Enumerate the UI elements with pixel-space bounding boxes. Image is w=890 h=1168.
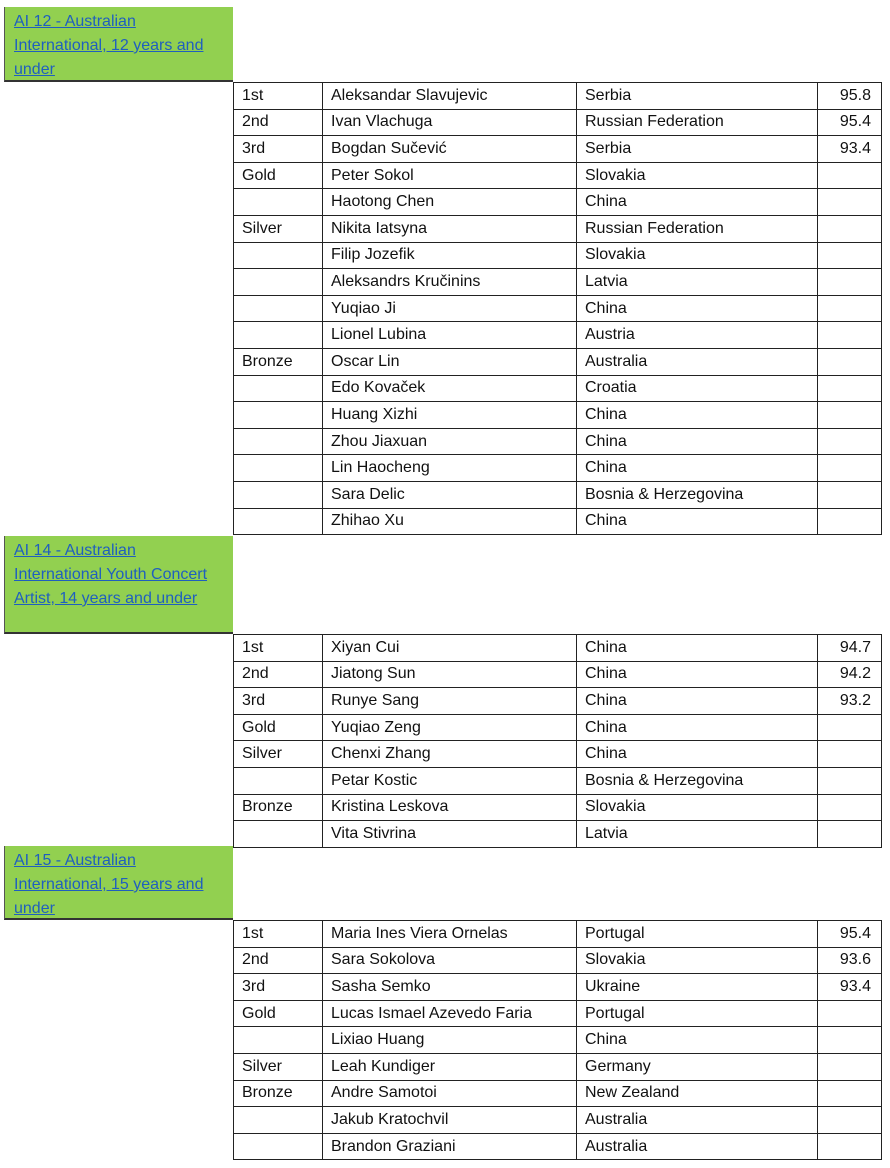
name-cell: Sara Delic [323, 481, 577, 508]
place-cell [234, 821, 323, 848]
country-cell: Latvia [577, 269, 818, 296]
table-row [234, 428, 882, 455]
score-cell: 93.4 [818, 136, 882, 163]
place-cell: Silver [234, 215, 323, 242]
place-cell: Gold [234, 1000, 323, 1027]
name-cell: Yuqiao Zeng [323, 714, 577, 741]
country-cell: China [577, 189, 818, 216]
country-cell: Slovakia [577, 162, 818, 189]
country-cell: Croatia [577, 375, 818, 402]
name-cell: Leah Kundiger [323, 1053, 577, 1080]
score-cell [818, 189, 882, 216]
name-cell: Vita Stivrina [323, 821, 577, 848]
name-cell: Haotong Chen [323, 189, 577, 216]
country-cell: Austria [577, 322, 818, 349]
results-table-ai15 [233, 920, 882, 1160]
country-cell: Australia [577, 1133, 818, 1160]
score-cell: 95.4 [818, 921, 882, 948]
score-cell [818, 1027, 882, 1054]
score-cell [818, 1000, 882, 1027]
place-cell: 1st [234, 635, 323, 662]
score-cell [818, 348, 882, 375]
score-cell [818, 741, 882, 768]
place-cell: Gold [234, 162, 323, 189]
table-row [234, 242, 882, 269]
name-cell: Zhihao Xu [323, 508, 577, 535]
section-title-link[interactable]: AI 14 - Australian International Youth Concert Artist, 14 years and under [14, 542, 208, 607]
score-cell: 95.4 [818, 109, 882, 136]
name-cell: Oscar Lin [323, 348, 577, 375]
name-cell: Petar Kostic [323, 767, 577, 794]
name-cell: Lin Haocheng [323, 455, 577, 482]
table-row [234, 455, 882, 482]
score-cell [818, 375, 882, 402]
table-row [234, 1133, 882, 1160]
place-cell: 1st [234, 921, 323, 948]
country-cell: China [577, 714, 818, 741]
table-row [234, 635, 882, 662]
place-cell: Silver [234, 1053, 323, 1080]
place-cell [234, 767, 323, 794]
country-cell: Slovakia [577, 242, 818, 269]
score-cell [818, 455, 882, 482]
name-cell: Xiyan Cui [323, 635, 577, 662]
place-cell: 3rd [234, 688, 323, 715]
name-cell: Yuqiao Ji [323, 295, 577, 322]
score-cell: 94.2 [818, 661, 882, 688]
table-row [234, 974, 882, 1001]
country-cell: China [577, 295, 818, 322]
country-cell: Germany [577, 1053, 818, 1080]
place-cell: Bronze [234, 1080, 323, 1107]
name-cell: Lucas Ismael Azevedo Faria [323, 1000, 577, 1027]
place-cell: 1st [234, 83, 323, 110]
score-cell [818, 1107, 882, 1134]
section-header-ai14 [4, 536, 233, 634]
place-cell [234, 269, 323, 296]
place-cell: Gold [234, 714, 323, 741]
place-cell: 3rd [234, 974, 323, 1001]
place-cell: 2nd [234, 661, 323, 688]
country-cell: China [577, 661, 818, 688]
table-row [234, 348, 882, 375]
country-cell: Serbia [577, 83, 818, 110]
country-cell: China [577, 635, 818, 662]
place-cell: 2nd [234, 947, 323, 974]
table-row [234, 322, 882, 349]
place-cell: Silver [234, 741, 323, 768]
name-cell: Runye Sang [323, 688, 577, 715]
score-cell [818, 1133, 882, 1160]
country-cell: Australia [577, 348, 818, 375]
table-row [234, 481, 882, 508]
table-row [234, 375, 882, 402]
results-table-ai12 [233, 82, 882, 535]
table-row [234, 1000, 882, 1027]
table-row [234, 269, 882, 296]
score-cell [818, 295, 882, 322]
country-cell: China [577, 1027, 818, 1054]
table-row [234, 767, 882, 794]
score-cell [818, 269, 882, 296]
country-cell: China [577, 741, 818, 768]
score-cell [818, 1080, 882, 1107]
country-cell: Ukraine [577, 974, 818, 1001]
table-row [234, 136, 882, 163]
place-cell [234, 481, 323, 508]
score-cell: 93.6 [818, 947, 882, 974]
table-row [234, 921, 882, 948]
name-cell: Chenxi Zhang [323, 741, 577, 768]
score-cell [818, 215, 882, 242]
country-cell: China [577, 508, 818, 535]
country-cell: Portugal [577, 921, 818, 948]
score-cell [818, 1053, 882, 1080]
country-cell: China [577, 402, 818, 429]
score-cell: 94.7 [818, 635, 882, 662]
place-cell: Bronze [234, 348, 323, 375]
score-cell [818, 767, 882, 794]
table-row [234, 714, 882, 741]
country-cell: Bosnia & Herzegovina [577, 481, 818, 508]
place-cell: Bronze [234, 794, 323, 821]
country-cell: Serbia [577, 136, 818, 163]
place-cell [234, 375, 323, 402]
table-row [234, 1027, 882, 1054]
results-table-ai14 [233, 634, 882, 848]
table-row [234, 83, 882, 110]
score-cell [818, 481, 882, 508]
name-cell: Aleksandar Slavujevic [323, 83, 577, 110]
table-row [234, 215, 882, 242]
section-header-ai15 [4, 846, 233, 920]
score-cell [818, 322, 882, 349]
section-header-ai12 [4, 7, 233, 82]
place-cell [234, 189, 323, 216]
name-cell: Peter Sokol [323, 162, 577, 189]
table-row [234, 402, 882, 429]
table-row [234, 741, 882, 768]
table-row [234, 821, 882, 848]
section-title-link[interactable]: AI 15 - Australian International, 15 years and under [14, 852, 204, 917]
table-row [234, 688, 882, 715]
name-cell: Maria Ines Viera Ornelas [323, 921, 577, 948]
name-cell: Andre Samotoi [323, 1080, 577, 1107]
name-cell: Lionel Lubina [323, 322, 577, 349]
score-cell: 93.4 [818, 974, 882, 1001]
place-cell [234, 242, 323, 269]
table-row [234, 1107, 882, 1134]
country-cell: Russian Federation [577, 215, 818, 242]
place-cell [234, 508, 323, 535]
place-cell [234, 322, 323, 349]
name-cell: Huang Xizhi [323, 402, 577, 429]
table-row [234, 109, 882, 136]
country-cell: Australia [577, 1107, 818, 1134]
table-row [234, 947, 882, 974]
name-cell: Jiatong Sun [323, 661, 577, 688]
score-cell [818, 428, 882, 455]
table-row [234, 295, 882, 322]
country-cell: Portugal [577, 1000, 818, 1027]
name-cell: Kristina Leskova [323, 794, 577, 821]
name-cell: Bogdan Sučević [323, 136, 577, 163]
name-cell: Filip Jozefik [323, 242, 577, 269]
place-cell [234, 1107, 323, 1134]
country-cell: New Zealand [577, 1080, 818, 1107]
score-cell [818, 162, 882, 189]
score-cell [818, 402, 882, 429]
place-cell [234, 295, 323, 322]
country-cell: China [577, 688, 818, 715]
name-cell: Sasha Semko [323, 974, 577, 1001]
score-cell: 95.8 [818, 83, 882, 110]
table-row [234, 794, 882, 821]
name-cell: Edo Kovaček [323, 375, 577, 402]
name-cell: Aleksandrs Kručinins [323, 269, 577, 296]
country-cell: Slovakia [577, 794, 818, 821]
place-cell [234, 455, 323, 482]
name-cell: Brandon Graziani [323, 1133, 577, 1160]
score-cell: 93.2 [818, 688, 882, 715]
country-cell: China [577, 455, 818, 482]
name-cell: Jakub Kratochvil [323, 1107, 577, 1134]
country-cell: Russian Federation [577, 109, 818, 136]
table-row [234, 508, 882, 535]
country-cell: Latvia [577, 821, 818, 848]
table-row [234, 189, 882, 216]
place-cell: 2nd [234, 109, 323, 136]
country-cell: Bosnia & Herzegovina [577, 767, 818, 794]
name-cell: Sara Sokolova [323, 947, 577, 974]
score-cell [818, 821, 882, 848]
place-cell [234, 402, 323, 429]
score-cell [818, 508, 882, 535]
place-cell: 3rd [234, 136, 323, 163]
place-cell [234, 428, 323, 455]
name-cell: Zhou Jiaxuan [323, 428, 577, 455]
place-cell [234, 1133, 323, 1160]
table-row [234, 1080, 882, 1107]
section-title-link[interactable]: AI 12 - Australian International, 12 years and under [14, 13, 204, 78]
name-cell: Nikita Iatsyna [323, 215, 577, 242]
table-row [234, 661, 882, 688]
country-cell: Slovakia [577, 947, 818, 974]
score-cell [818, 714, 882, 741]
name-cell: Lixiao Huang [323, 1027, 577, 1054]
table-row [234, 1053, 882, 1080]
score-cell [818, 242, 882, 269]
score-cell [818, 794, 882, 821]
place-cell [234, 1027, 323, 1054]
table-row [234, 162, 882, 189]
name-cell: Ivan Vlachuga [323, 109, 577, 136]
country-cell: China [577, 428, 818, 455]
